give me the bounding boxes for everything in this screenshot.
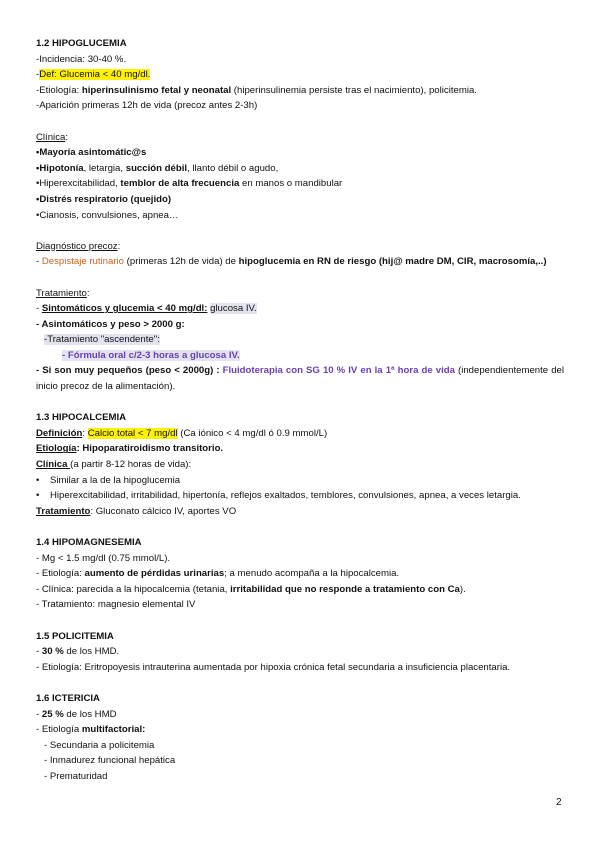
list-item: - Prematuridad: [44, 770, 108, 782]
tratamiento-item: -Tratamiento "ascendente":: [44, 334, 160, 346]
tratamiento-item: - Asintomáticos y peso > 2000 g:: [36, 318, 185, 330]
page-number: 2: [556, 797, 562, 808]
section-heading-hipocalcemia: 1.3 HIPOCALCEMIA: [36, 412, 127, 424]
highlight-definition: Def: Glucemia < 40 mg/dl.: [39, 69, 151, 81]
clinica-item: •Hiperexcitabilidad, temblor de alta frecuencia en manos o mandibular: [36, 178, 343, 190]
definicion-line: Definición: Calcio total < 7 mg/dl (Ca iónico < 4 mg/dl ó 0.9 mmol/L): [36, 427, 328, 439]
section-heading-hipoglucemia: 1.2 HIPOGLUCEMIA: [36, 38, 127, 49]
incidencia-line: -Incidencia: 30-40 %.: [36, 53, 127, 65]
section-heading-policitemia: 1.5 POLICITEMIA: [36, 630, 114, 642]
diagnostico-text: - Despistaje rutinario (primeras 12h de vida) de hipoglucemia en RN de riesgo (hij@ madre DM, CIR, macrosomía,..): [36, 256, 547, 268]
list-item: - Etiología: Eritropoyesis intrauterina aumentada por hipoxia crónica fetal secundaria a insuficiencia placentaria.: [36, 661, 511, 673]
list-item: - Etiología multifactorial:: [36, 724, 146, 736]
list-item: - Tratamiento: magnesio elemental IV: [36, 599, 196, 611]
clinica-item: •Cianosis, convulsiones, apnea…: [36, 209, 179, 221]
clinica-item: •Distrés respiratorio (quejido): [36, 193, 172, 205]
definicion-line: -Def: Glucemia < 40 mg/dl.: [36, 69, 151, 81]
list-item: - Clínica: parecida a la hipocalcemia (tetania, irritabilidad que no responde a tratamiento con Ca).: [36, 583, 466, 595]
clinica-item: •Hipotonía, letargia, succión débil, llanto débil o agudo,: [36, 162, 279, 174]
document-page: [36, 36, 564, 785]
tratamiento-title: Tratamiento:: [36, 287, 90, 299]
tratamiento-line: Tratamiento: Gluconato cálcico IV, aportes VO: [36, 505, 237, 517]
list-item: - 25 % de los HMD: [36, 708, 117, 720]
list-item: • Similar a la de la hipoglucemia: [36, 474, 181, 486]
etiologia-line: -Etiología: hiperinsulinismo fetal y neonatal (hiperinsulinemia persiste tras el nacimiento), policitemia.: [36, 84, 477, 96]
diagnostico-title: Diagnóstico precoz:: [36, 240, 121, 252]
tratamiento-item: - Si son muy pequeños (peso < 2000g) : Fluidoterapia con SG 10 % IV en la 1ª hora de vida (independientemente del inicio precoz de la alimentación).: [36, 365, 564, 393]
aparicion-line: -Aparición primeras 12h de vida (precoz antes 2-3h): [36, 100, 258, 112]
clinica-line: Clínica (a partir 8-12 horas de vida):: [36, 459, 192, 471]
section-heading-ictericia: 1.6 ICTERICIA: [36, 692, 100, 704]
list-item: - Mg < 1.5 mg/dl (0.75 mmol/L).: [36, 552, 171, 564]
list-item: - Etiología: aumento de pérdidas urinarias; a menudo acompaña a la hipocalcemia.: [36, 568, 400, 580]
section-heading-hipomagnesemia: 1.4 HIPOMAGNESEMIA: [36, 537, 142, 548]
list-item: - Secundaria a policitemia: [44, 739, 155, 751]
etiologia-line: Etiología: Hipoparatiroidismo transitorio.: [36, 443, 224, 455]
clinica-item: •Mayoria asintomátic@s: [36, 147, 147, 159]
list-item: • Hiperexcitabilidad, irritabilidad, hipertonía, reflejos exaltados, temblores, convulsiones, apnea, a veces letargia.: [36, 490, 521, 502]
tratamiento-item: - Sintomáticos y glucemia < 40 mg/dl: glucosa IV.: [36, 303, 257, 315]
tratamiento-item: - Fórmula oral c/2-3 horas a glucosa IV.: [62, 349, 240, 361]
list-item: - Inmadurez funcional hepática: [44, 755, 176, 767]
list-item: - 30 % de los HMD.: [36, 646, 120, 658]
clinica-title: Clínica:: [36, 131, 68, 143]
